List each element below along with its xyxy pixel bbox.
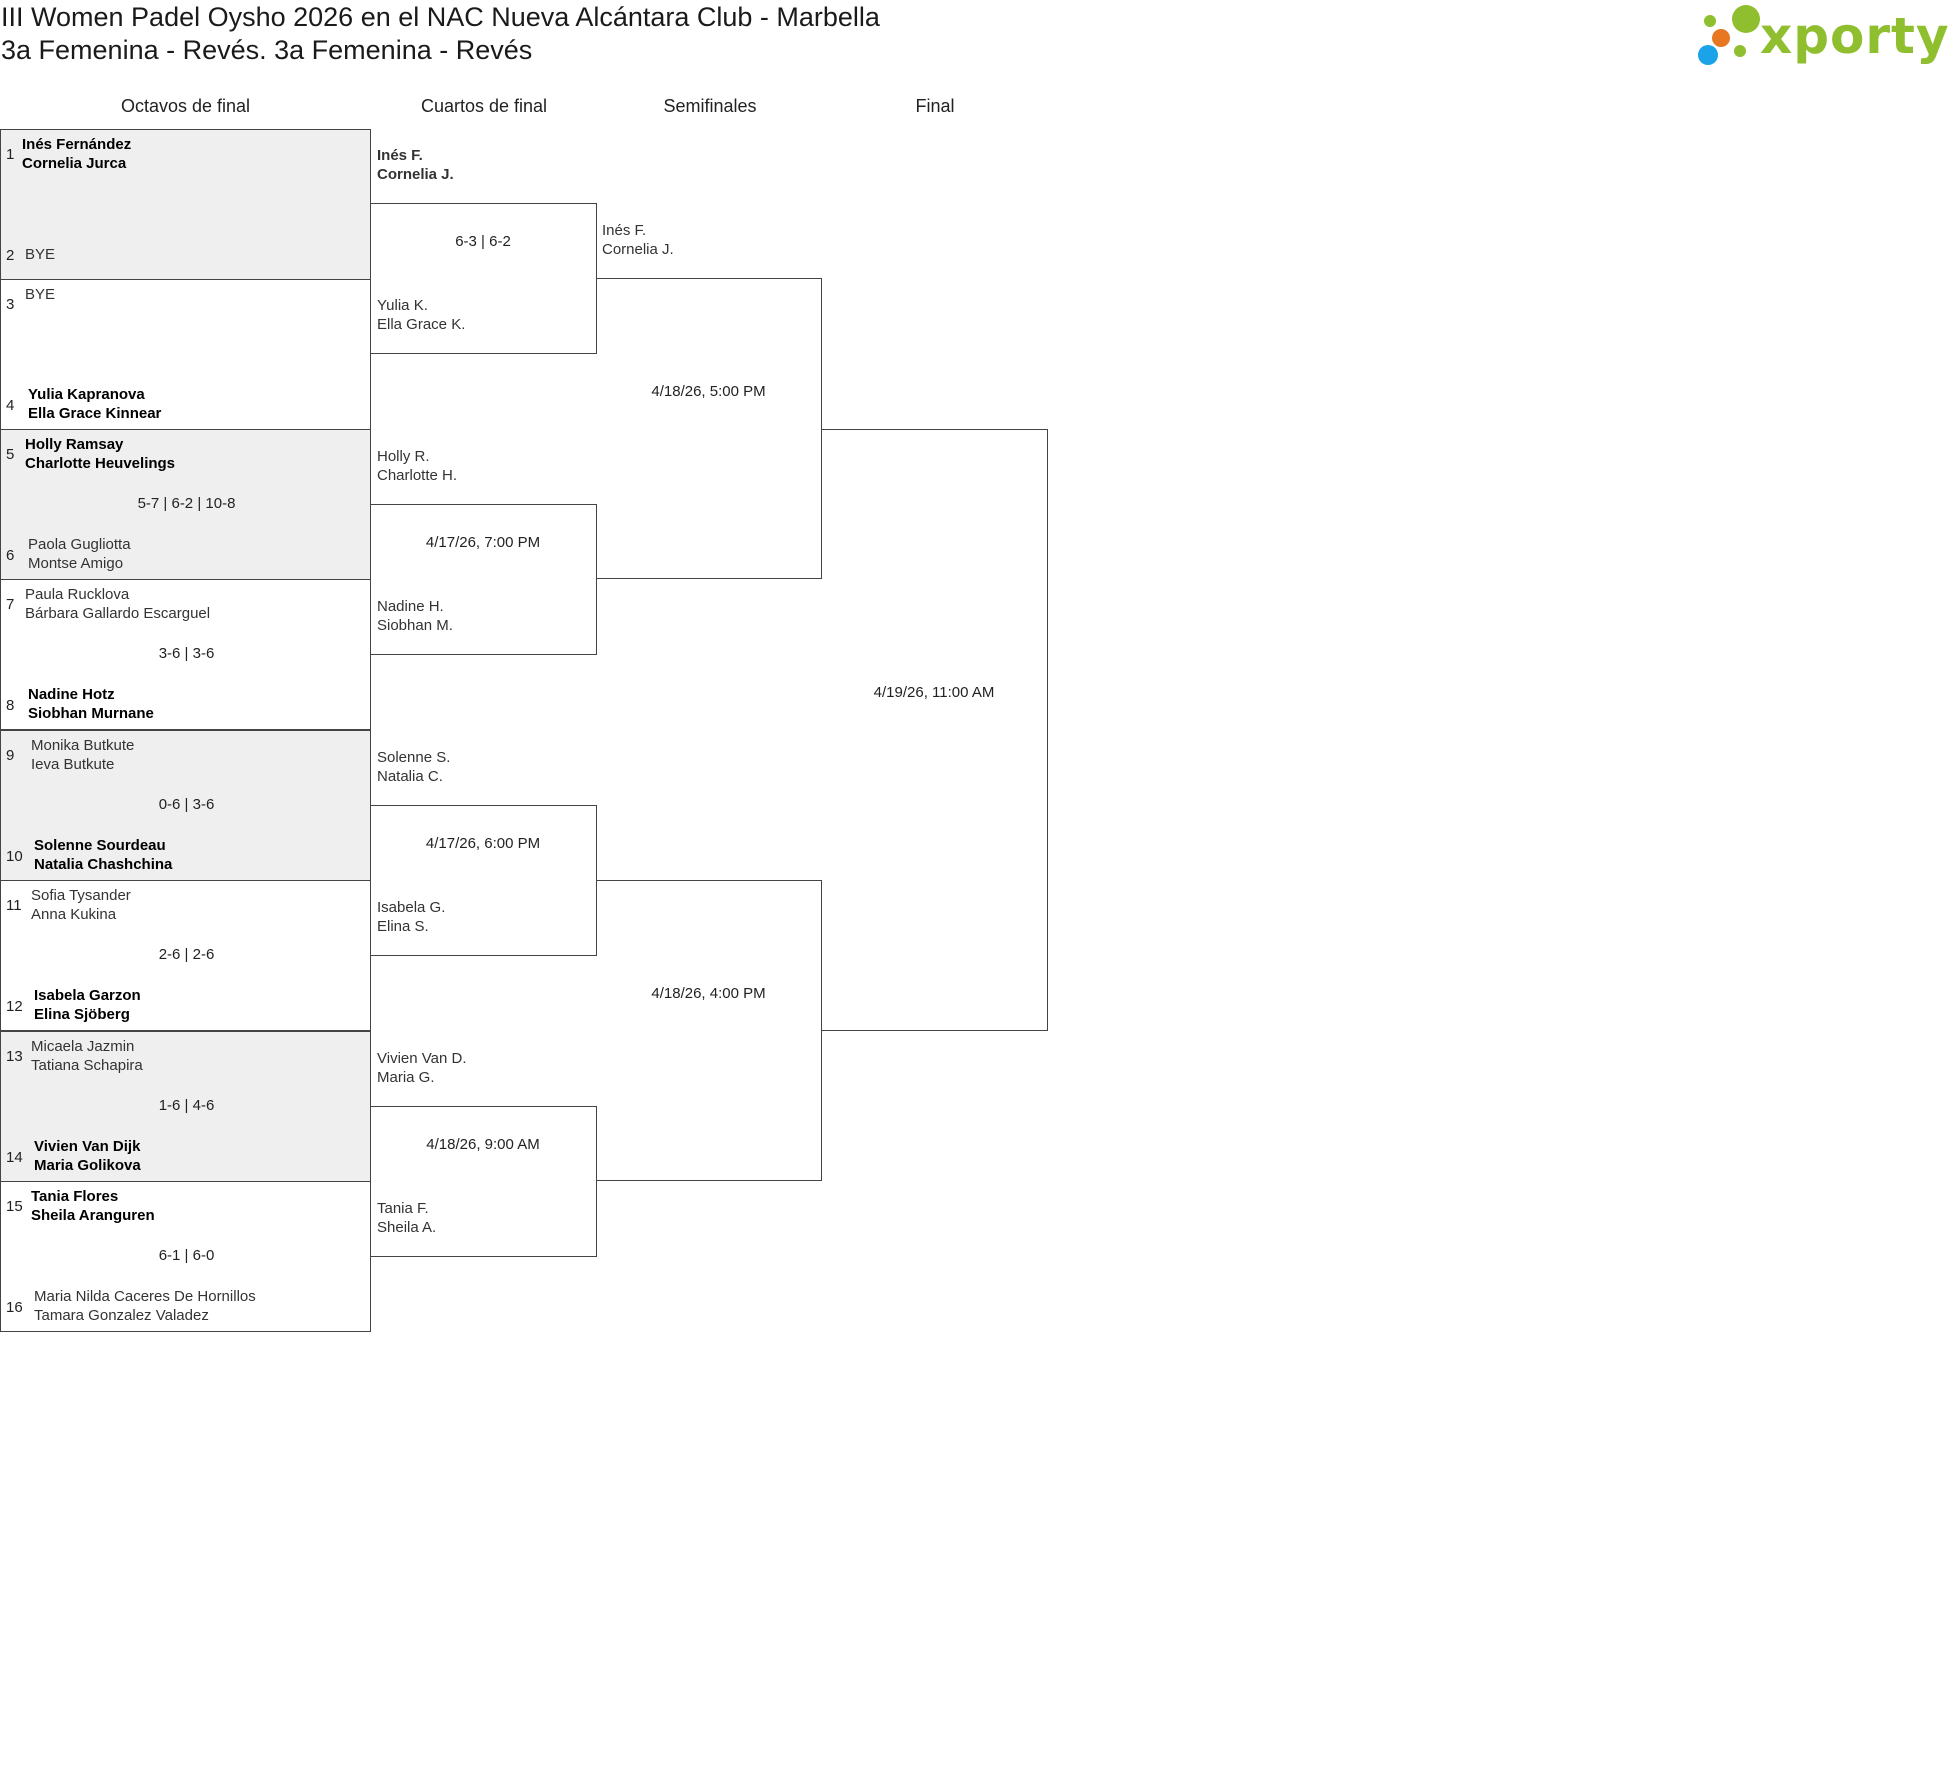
tournament-title: III Women Padel Oysho 2026 en el NAC Nueva Alcántara Club - Marbella (1, 2, 880, 32)
team-a-player-2: Ieva Butkute (31, 756, 115, 773)
team-b-player-1: Nadine Hotz (28, 686, 115, 703)
final-match-date: 4/19/26, 11:00 AM (873, 684, 995, 701)
seed-number: 12 (6, 998, 23, 1015)
qf-slot-8: Tania F. Sheila A. (377, 1200, 437, 1236)
team-b-player-1: Yulia Kapranova (28, 386, 145, 403)
qf-match-1-score: 6-3 | 6-2 (455, 233, 511, 250)
team-b (34, 986, 141, 1024)
logo-dot-green (1732, 5, 1760, 33)
logo-wordmark: xporty (1760, 7, 1950, 65)
team-b-player-1: BYE (25, 246, 56, 263)
team-a-player-2: Bárbara Gallardo Escarguel (25, 605, 211, 622)
qf-slot-1: Inés F. Cornelia J. (377, 147, 454, 183)
team-b-player-2: Natalia Chashchina (34, 856, 173, 873)
sf-match-2-date: 4/18/26, 4:00 PM (651, 985, 766, 1002)
qf-slot-3: Holly R. Charlotte H. (377, 448, 458, 484)
seed-number: 2 (6, 247, 15, 264)
team-b-player-1: Vivien Van Dijk (34, 1138, 141, 1155)
logo-dot-orange (1712, 29, 1730, 47)
team-a-player-2: Charlotte Heuvelings (25, 455, 176, 472)
round-header-final: Final (915, 96, 955, 116)
seed-number: 9 (6, 747, 15, 764)
seed-number: 4 (6, 397, 15, 414)
logo-dot-blue (1698, 45, 1718, 65)
team-a (31, 736, 134, 774)
team-a-player-1: Micaela Jazmin (31, 1038, 135, 1055)
qf-match-4-date: 4/18/26, 9:00 AM (426, 1136, 540, 1153)
sf-match-1-date: 4/18/26, 5:00 PM (651, 383, 766, 400)
match-score: 3-6 | 3-6 (158, 645, 215, 662)
team-a (25, 585, 210, 623)
seed-number: 7 (6, 596, 15, 613)
team-a-player-2: Cornelia Jurca (22, 155, 127, 172)
team-b-player-1: Isabela Garzon (34, 987, 141, 1004)
team-b-player-2: Maria Golikova (34, 1157, 141, 1174)
team-a-player-2: Sheila Aranguren (31, 1207, 155, 1224)
qf-match-3-date: 4/17/26, 6:00 PM (425, 835, 541, 852)
team-a (25, 285, 55, 304)
match-score: 6-1 | 6-0 (158, 1247, 215, 1264)
r16-match-7[interactable] (0, 1031, 371, 1182)
round-header-sf: Semifinales (663, 96, 757, 116)
match-score: 0-6 | 3-6 (158, 796, 215, 813)
seed-number: 8 (6, 697, 15, 714)
team-a-player-1: BYE (25, 286, 56, 303)
r16-match-4[interactable] (0, 579, 371, 730)
round-header-qf: Cuartos de final (420, 96, 548, 116)
match-score: 2-6 | 2-6 (158, 946, 215, 963)
team-a-player-1: Paula Rucklova (25, 586, 130, 603)
team-b-player-2: Elina Sjöberg (34, 1006, 130, 1023)
team-b-player-2: Tamara Gonzalez Valadez (34, 1307, 209, 1324)
seed-number: 13 (6, 1048, 23, 1065)
team-a (31, 1037, 143, 1075)
final-match[interactable] (821, 429, 1048, 1031)
team-b-player-1: Maria Nilda Caceres De Hornillos (34, 1288, 256, 1305)
r16-match-3[interactable] (0, 429, 371, 580)
team-a-player-1: Monika Butkute (31, 737, 135, 754)
team-a-player-1: Holly Ramsay (25, 436, 124, 453)
r16-match-8[interactable] (0, 1181, 371, 1332)
team-b (34, 1137, 141, 1175)
seed-number: 15 (6, 1198, 23, 1215)
team-b-player-2: Ella Grace Kinnear (28, 405, 162, 422)
team-a (31, 886, 131, 924)
sf-match-1[interactable] (596, 278, 822, 579)
team-b-player-1: Solenne Sourdeau (34, 837, 166, 854)
seed-number: 1 (6, 146, 15, 163)
team-b-player-2: Siobhan Murnane (28, 705, 154, 722)
team-a-player-2: Tatiana Schapira (31, 1057, 143, 1074)
team-a-player-1: Sofia Tysander (31, 887, 131, 904)
team-a-player-1: Tania Flores (31, 1188, 119, 1205)
team-a (31, 1187, 155, 1225)
team-a (25, 435, 175, 473)
qf-match-2-date: 4/17/26, 7:00 PM (425, 534, 541, 551)
sf-match-2[interactable] (596, 880, 822, 1181)
seed-number: 5 (6, 446, 15, 463)
r16-match-2[interactable] (0, 279, 371, 430)
seed-number: 3 (6, 296, 15, 313)
seed-number: 10 (6, 848, 23, 865)
qf-slot-6: Isabela G. Elina S. (377, 899, 446, 935)
round-header-r16: Octavos de final (120, 96, 251, 116)
r16-match-6[interactable] (0, 880, 371, 1031)
team-b (34, 836, 172, 874)
r16-match-1[interactable] (0, 129, 371, 280)
team-b (28, 385, 161, 423)
r16-match-5[interactable] (0, 730, 371, 881)
team-a-player-1: Inés Fernández (22, 136, 132, 153)
qf-slot-2: Yulia K. Ella Grace K. (377, 297, 466, 333)
seed-number: 16 (6, 1299, 23, 1316)
category-title: 3a Femenina - Revés. 3a Femenina - Revés (1, 35, 533, 65)
team-a-player-2: Anna Kukina (31, 906, 117, 923)
team-b-player-2: Montse Amigo (28, 555, 124, 572)
qf-slot-7: Vivien Van D. Maria G. (377, 1050, 467, 1086)
match-score: 5-7 | 6-2 | 10-8 (137, 495, 236, 512)
xporty-logo (1688, 5, 1950, 67)
seed-number: 14 (6, 1149, 23, 1166)
seed-number: 6 (6, 547, 15, 564)
team-a (22, 135, 131, 173)
team-b (28, 535, 131, 573)
match-score: 1-6 | 4-6 (158, 1097, 215, 1114)
team-b (25, 245, 55, 264)
team-b (34, 1287, 256, 1325)
qf-slot-5: Solenne S. Natalia C. (377, 749, 451, 785)
team-b (28, 685, 154, 723)
team-b-player-1: Paola Gugliotta (28, 536, 131, 553)
seed-number: 11 (6, 897, 22, 914)
sf-slot-1: Inés F. Cornelia J. (602, 222, 674, 258)
qf-slot-4: Nadine H. Siobhan M. (377, 598, 453, 634)
logo-dot-green-small (1704, 15, 1716, 27)
logo-dot-green-bottom (1734, 45, 1746, 57)
